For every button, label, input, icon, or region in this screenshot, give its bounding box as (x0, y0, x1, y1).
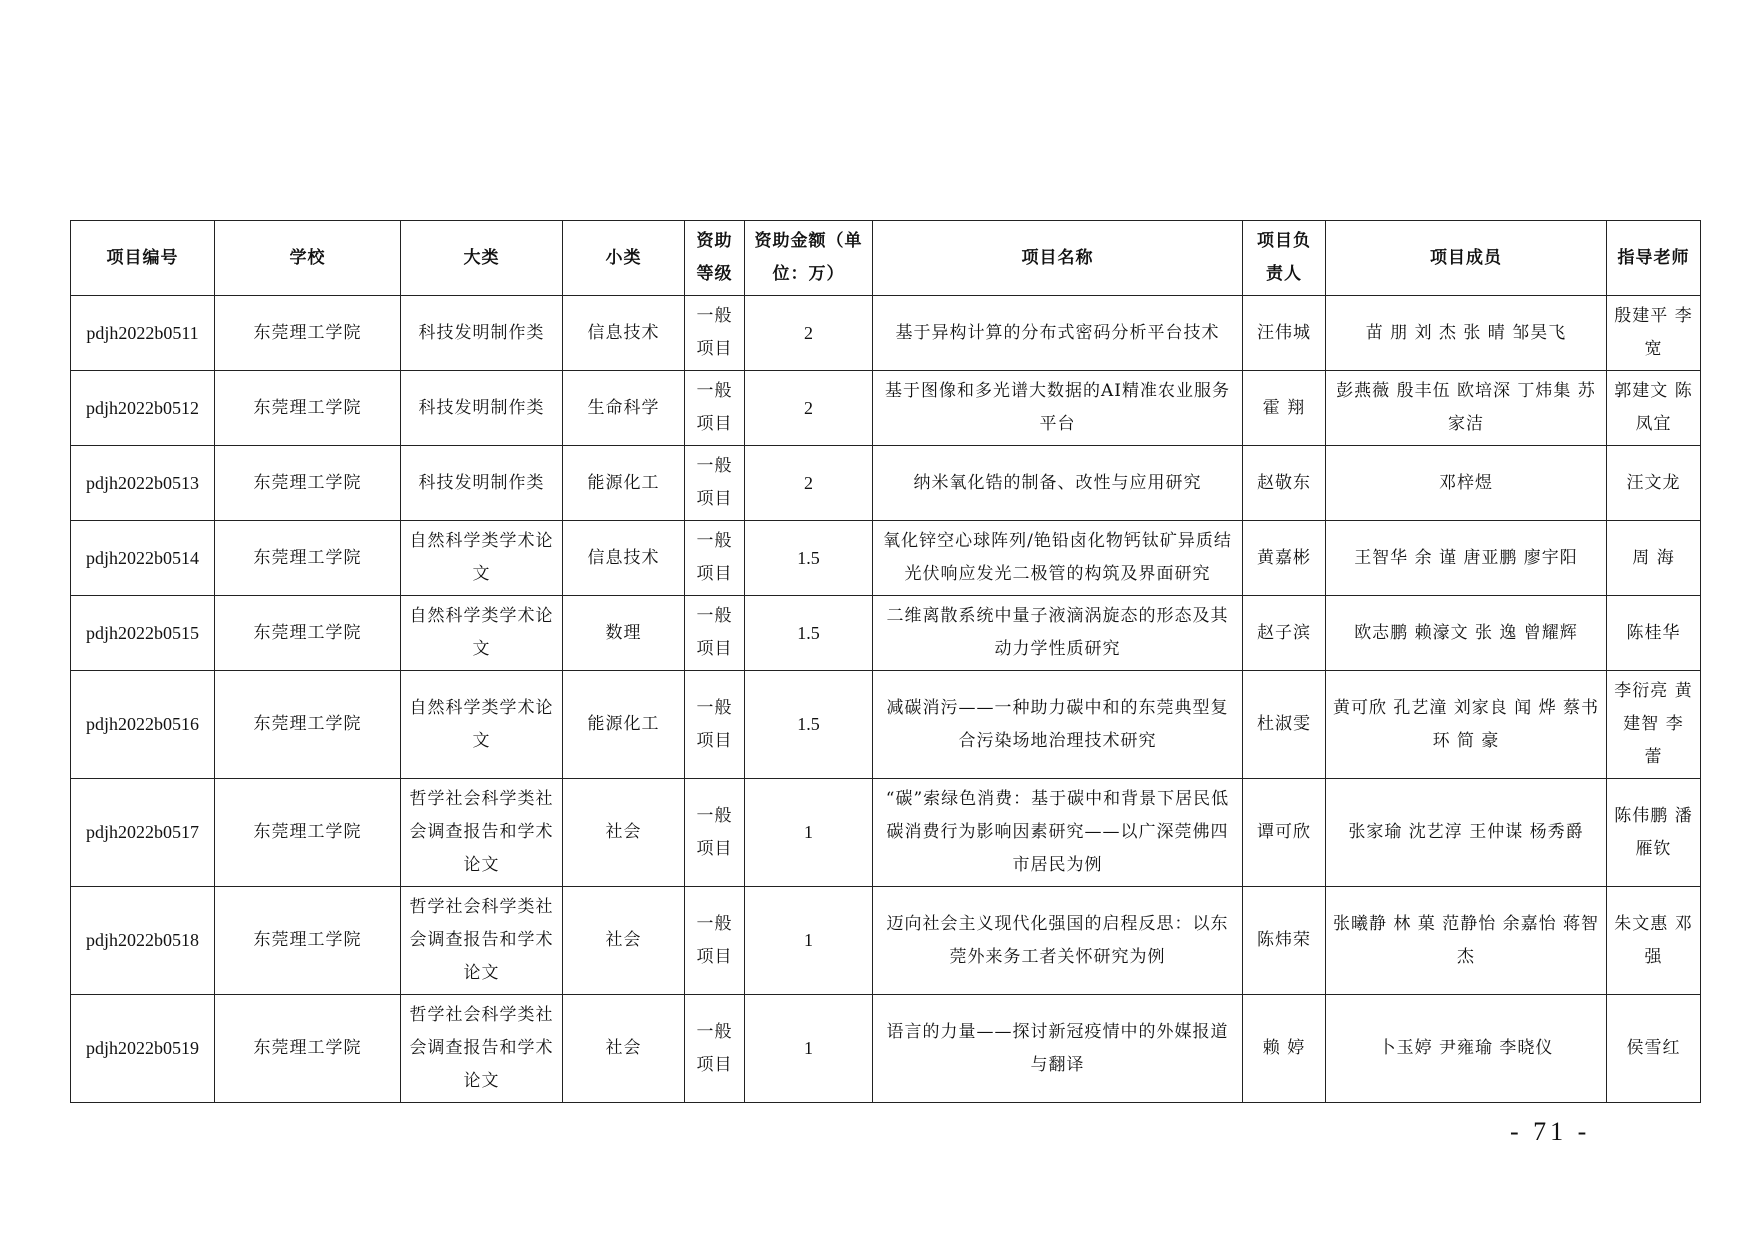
cell-amount: 1.5 (745, 596, 873, 671)
cell-title: 二维离散系统中量子液滴涡旋态的形态及其动力学性质研究 (873, 596, 1243, 671)
cell-subcategory: 信息技术 (563, 296, 685, 371)
cell-category: 自然科学类学术论文 (401, 671, 563, 779)
cell-level: 一般项目 (685, 521, 745, 596)
cell-members: 彭燕薇 殷丰伍 欧培深 丁炜集 苏家洁 (1326, 371, 1607, 446)
table-row (71, 995, 1701, 1103)
project-table-container (70, 220, 1700, 1103)
cell-code: pdjh2022b0518 (71, 887, 215, 995)
table-header-row (71, 221, 1701, 296)
cell-title: 基于图像和多光谱大数据的AI精准农业服务平台 (873, 371, 1243, 446)
cell-code: pdjh2022b0515 (71, 596, 215, 671)
cell-school: 东莞理工学院 (215, 887, 401, 995)
cell-code: pdjh2022b0514 (71, 521, 215, 596)
cell-advisor: 李衍亮 黄建智 李 蕾 (1607, 671, 1701, 779)
cell-school: 东莞理工学院 (215, 671, 401, 779)
table-row (71, 446, 1701, 521)
cell-school: 东莞理工学院 (215, 596, 401, 671)
cell-title: 纳米氧化锆的制备、改性与应用研究 (873, 446, 1243, 521)
table-row (71, 596, 1701, 671)
cell-advisor: 周 海 (1607, 521, 1701, 596)
header-members: 项目成员 (1326, 221, 1607, 296)
cell-subcategory: 信息技术 (563, 521, 685, 596)
cell-leader: 汪伟城 (1243, 296, 1326, 371)
cell-level: 一般项目 (685, 779, 745, 887)
cell-leader: 陈炜荣 (1243, 887, 1326, 995)
cell-leader: 赖 婷 (1243, 995, 1326, 1103)
project-table (70, 220, 1701, 1103)
cell-category: 科技发明制作类 (401, 446, 563, 521)
cell-amount: 1.5 (745, 521, 873, 596)
cell-amount: 1 (745, 995, 873, 1103)
cell-school: 东莞理工学院 (215, 296, 401, 371)
cell-code: pdjh2022b0513 (71, 446, 215, 521)
cell-amount: 1 (745, 887, 873, 995)
cell-amount: 2 (745, 371, 873, 446)
cell-category: 科技发明制作类 (401, 371, 563, 446)
header-code: 项目编号 (71, 221, 215, 296)
cell-leader: 谭可欣 (1243, 779, 1326, 887)
header-subcategory: 小类 (563, 221, 685, 296)
cell-leader: 霍 翔 (1243, 371, 1326, 446)
cell-school: 东莞理工学院 (215, 446, 401, 521)
cell-leader: 杜淑雯 (1243, 671, 1326, 779)
cell-school: 东莞理工学院 (215, 995, 401, 1103)
cell-level: 一般项目 (685, 446, 745, 521)
cell-title: “碳”索绿色消费：基于碳中和背景下居民低碳消费行为影响因素研究——以广深莞佛四市居民为例 (873, 779, 1243, 887)
cell-school: 东莞理工学院 (215, 521, 401, 596)
cell-school: 东莞理工学院 (215, 371, 401, 446)
table-row (71, 521, 1701, 596)
header-school: 学校 (215, 221, 401, 296)
cell-subcategory: 能源化工 (563, 671, 685, 779)
cell-category: 哲学社会科学类社会调查报告和学术论文 (401, 779, 563, 887)
cell-code: pdjh2022b0512 (71, 371, 215, 446)
table-row (71, 371, 1701, 446)
cell-title: 语言的力量——探讨新冠疫情中的外媒报道与翻译 (873, 995, 1243, 1103)
cell-category: 科技发明制作类 (401, 296, 563, 371)
table-row (71, 296, 1701, 371)
cell-level: 一般项目 (685, 371, 745, 446)
cell-category: 自然科学类学术论文 (401, 596, 563, 671)
header-advisor: 指导老师 (1607, 221, 1701, 296)
cell-members: 欧志鹏 赖濠文 张 逸 曾耀辉 (1326, 596, 1607, 671)
cell-advisor: 汪文龙 (1607, 446, 1701, 521)
cell-members: 张曦静 林 菓 范静怡 余嘉怡 蒋智杰 (1326, 887, 1607, 995)
cell-level: 一般项目 (685, 596, 745, 671)
cell-advisor: 朱文惠 邓 强 (1607, 887, 1701, 995)
cell-advisor: 郭建文 陈凤宜 (1607, 371, 1701, 446)
header-leader: 项目负责人 (1243, 221, 1326, 296)
cell-amount: 1 (745, 779, 873, 887)
cell-title: 基于异构计算的分布式密码分析平台技术 (873, 296, 1243, 371)
cell-subcategory: 社会 (563, 995, 685, 1103)
cell-category: 自然科学类学术论文 (401, 521, 563, 596)
cell-advisor: 侯雪红 (1607, 995, 1701, 1103)
cell-amount: 1.5 (745, 671, 873, 779)
cell-members: 黄可欣 孔艺潼 刘家良 闻 烨 蔡书环 简 豪 (1326, 671, 1607, 779)
cell-category: 哲学社会科学类社会调查报告和学术论文 (401, 887, 563, 995)
cell-members: 卜玉婷 尹雍瑜 李晓仪 (1326, 995, 1607, 1103)
cell-advisor: 殷建平 李 宽 (1607, 296, 1701, 371)
cell-subcategory: 生命科学 (563, 371, 685, 446)
header-level: 资助等级 (685, 221, 745, 296)
cell-category: 哲学社会科学类社会调查报告和学术论文 (401, 995, 563, 1103)
cell-members: 苗 朋 刘 杰 张 晴 邹昊飞 (1326, 296, 1607, 371)
cell-level: 一般项目 (685, 995, 745, 1103)
cell-leader: 赵敬东 (1243, 446, 1326, 521)
cell-title: 迈向社会主义现代化强国的启程反思：以东莞外来务工者关怀研究为例 (873, 887, 1243, 995)
header-amount: 资助金额（单位：万） (745, 221, 873, 296)
header-title: 项目名称 (873, 221, 1243, 296)
cell-title: 氧化锌空心球阵列/铯铅卤化物钙钛矿异质结光伏响应发光二极管的构筑及界面研究 (873, 521, 1243, 596)
cell-amount: 2 (745, 296, 873, 371)
cell-subcategory: 数理 (563, 596, 685, 671)
cell-subcategory: 社会 (563, 887, 685, 995)
table-row (71, 779, 1701, 887)
cell-level: 一般项目 (685, 671, 745, 779)
cell-members: 邓梓煜 (1326, 446, 1607, 521)
cell-leader: 赵子滨 (1243, 596, 1326, 671)
cell-code: pdjh2022b0519 (71, 995, 215, 1103)
cell-advisor: 陈桂华 (1607, 596, 1701, 671)
cell-amount: 2 (745, 446, 873, 521)
cell-subcategory: 能源化工 (563, 446, 685, 521)
cell-advisor: 陈伟鹏 潘雁钦 (1607, 779, 1701, 887)
cell-level: 一般项目 (685, 296, 745, 371)
cell-code: pdjh2022b0516 (71, 671, 215, 779)
cell-code: pdjh2022b0517 (71, 779, 215, 887)
header-category: 大类 (401, 221, 563, 296)
cell-members: 张家瑜 沈艺淳 王仲谋 杨秀爵 (1326, 779, 1607, 887)
cell-leader: 黄嘉彬 (1243, 521, 1326, 596)
cell-level: 一般项目 (685, 887, 745, 995)
cell-title: 减碳消污——一种助力碳中和的东莞典型复合污染场地治理技术研究 (873, 671, 1243, 779)
cell-code: pdjh2022b0511 (71, 296, 215, 371)
table-row (71, 671, 1701, 779)
cell-members: 王智华 余 谨 唐亚鹏 廖宇阳 (1326, 521, 1607, 596)
table-row (71, 887, 1701, 995)
page-number: - 71 - (1510, 1117, 1591, 1146)
cell-school: 东莞理工学院 (215, 779, 401, 887)
cell-subcategory: 社会 (563, 779, 685, 887)
